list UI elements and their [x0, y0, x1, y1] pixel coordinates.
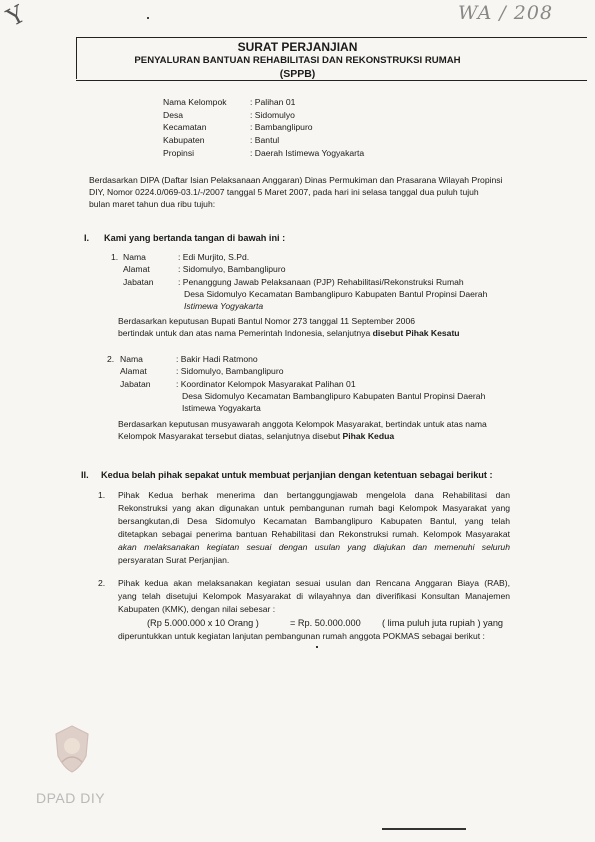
item-line: persyaratan Surat Perjanjian. [118, 555, 230, 565]
document-title: SURAT PERJANJIAN [237, 40, 358, 54]
item-line: ditetapkan sebagai penerima bantuan Rehabilitasi dan Rekonstruksi rumah. Kelompok Masyarakat [118, 529, 510, 539]
identity-value: : Daerah Istimewa Yogyakarta [250, 148, 365, 158]
header-top-rule [76, 37, 587, 38]
item-line: Rekonstruksi yang akan digunakan untuk pembangunan rumah bagi Kelompok Masyarakat yang [118, 503, 510, 513]
watermark-text: DPAD DIY [36, 790, 106, 806]
party-number: 1. [111, 252, 119, 262]
calc-words: ( lima puluh juta rupiah ) yang [382, 618, 504, 628]
identity-label: Kabupaten [163, 135, 205, 145]
party-label: Alamat [123, 264, 150, 274]
identity-label: Nama Kelompok [163, 97, 227, 107]
party-value: : Penanggung Jawab Pelaksanaan (PJP) Rehabilitasi/Rekonstruksi Rumah [178, 277, 464, 287]
party-label: Alamat [120, 366, 147, 376]
party-value: : Koordinator Kelompok Masyarakat Palihan 01 [176, 379, 356, 389]
section-heading: Kedua belah pihak sepakat untuk membuat perjanjian dengan ketentuan sebagai berikut : [101, 470, 493, 480]
item-line: diperuntukkan untuk kegiatan lanjutan pembangunan rumah anggota POKMAS sebagai berikut : [118, 631, 485, 641]
footer-rule [382, 828, 466, 830]
item-line: yang telah disetujui Kelompok Masyarakat di wilayahnya dan diverifikasi Konsultan Manajemen [118, 591, 510, 601]
section-heading: Kami yang bertanda tangan di bawah ini : [104, 233, 286, 243]
item-number: 1. [98, 490, 106, 500]
item-line: Kabupaten (KMK), dengan nilai sebesar : [118, 604, 276, 614]
archive-code: WA / 208 [458, 2, 554, 24]
party-value: : Edi Murjito, S.Pd. [178, 252, 250, 262]
dot-mark [147, 17, 149, 19]
party-label: Nama [120, 354, 143, 364]
basis-text: Kelompok Masyarakat tersebut diatas, selanjutnya disebut [118, 431, 343, 441]
section-numeral: II. [81, 470, 89, 480]
party-number: 2. [107, 354, 115, 364]
identity-label: Kecamatan [163, 122, 207, 132]
header-bottom-rule [76, 80, 587, 81]
party-designation: Pihak Kedua [342, 431, 395, 441]
dot-mark [316, 646, 318, 648]
item-line: akan melaksanakan kegiatan sesuai dengan usulan yang diajukan dan memenuhi seluruh [118, 542, 510, 552]
basis-text: bertindak untuk dan atas nama Pemerintah Indonesia, selanjutnya [118, 328, 373, 338]
party-basis [118, 431, 394, 442]
document-acronym: (SPPB) [279, 68, 316, 80]
party-basis [118, 328, 460, 339]
calc-left: (Rp 5.000.000 x 10 Orang ) [147, 618, 259, 628]
seal-watermark [48, 722, 96, 776]
party-value: Istimewa Yogyakarta [184, 301, 264, 311]
party-label: Nama [123, 252, 146, 262]
party-basis: Berdasarkan keputusan musyawarah anggota Kelompok Masyarakat, bertindak untuk atas nama [118, 419, 487, 429]
calc-value: = Rp. 50.000.000 [290, 618, 361, 628]
party-label: Jabatan [123, 277, 154, 287]
item-line: bersangkutan,di Desa Sidomulyo Kecamatan Bambanglipuro Kabupaten Bantul, yang telah [118, 516, 510, 526]
intro-line: bulan maret tahun dua ribu tujuh: [89, 199, 216, 209]
identity-value: : Sidomulyo [250, 110, 295, 120]
party-value: : Sidomulyo, Bambanglipuro [178, 264, 286, 274]
party-value: : Sidomulyo, Bambanglipuro [176, 366, 284, 376]
party-value: Desa Sidomulyo Kecamatan Bambanglipuro Kabupaten Bantul Propinsi Daerah [184, 289, 488, 299]
party-basis: Berdasarkan keputusan Bupati Bantul Nomor 273 tanggal 11 September 2006 [118, 316, 416, 326]
intro-line: DIY, Nomor 0224.0/069-03.1/-/2007 tanggal 5 Maret 2007, pada hari ini selasa tanggal dua puluh tujuh [89, 187, 479, 197]
identity-value: : Bantul [250, 135, 280, 145]
section-numeral: I. [84, 233, 90, 243]
party-designation: disebut Pihak Kesatu [372, 328, 460, 338]
identity-label: Propinsi [163, 148, 195, 158]
identity-value: : Palihan 01 [250, 97, 296, 107]
identity-label: Desa [163, 110, 184, 120]
item-line: Pihak Kedua berhak menerima dan bertanggungjawab mengelola dana Rehabilitasi dan [118, 490, 510, 500]
intro-line: Berdasarkan DIPA (Daftar Isian Pelaksanaan Anggaran) Dinas Permukiman dan Prasarana Wilayah Propinsi [89, 175, 503, 185]
handwritten-mark: Y [2, 0, 30, 33]
party-value: Desa Sidomulyo Kecamatan Bambanglipuro Kabupaten Bantul Propinsi Daerah [182, 391, 486, 401]
party-value: : Bakir Hadi Ratmono [176, 354, 258, 364]
identity-value: : Bambanglipuro [250, 122, 313, 132]
item-line: Pihak kedua akan melaksanakan kegiatan sesuai usulan dan Rencana Anggaran Biaya (RAB), [118, 578, 510, 588]
document-subtitle: PENYALURAN BANTUAN REHABILITASI DAN REKONSTRUKSI RUMAH [134, 55, 461, 66]
party-label: Jabatan [120, 379, 151, 389]
item-number: 2. [98, 578, 106, 588]
party-value: Istimewa Yogyakarta [182, 403, 261, 413]
